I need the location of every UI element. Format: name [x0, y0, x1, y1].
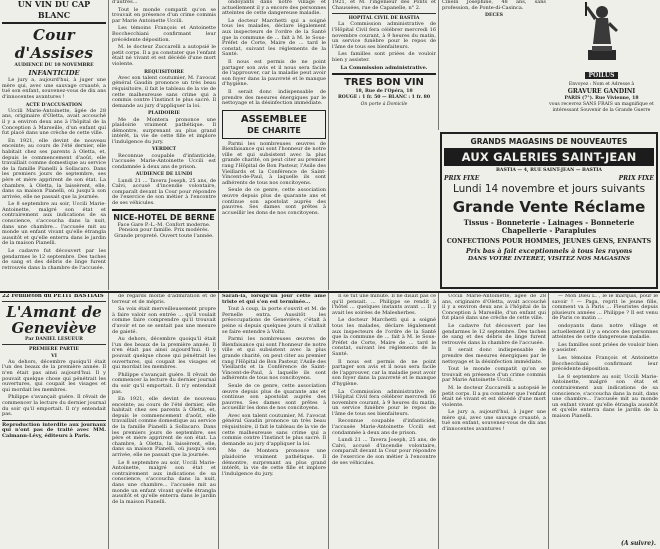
article-paragraph: 1921, et M. l'ingénieur des Ponts et Chaussées, rue de Capanelle, n° 2. [332, 0, 436, 11]
poilus-gravure: GRAVURE GANDINI [567, 88, 636, 96]
article-paragraph: En 1921, elle devint de nouveau enceinte; au cours de l'été dernier, elle habitait chez ses parents à Oletta, et, depuis le commencement d'août, elle travaillait comme domestique au service de la famille Pianelli à Sollacaro. Dans les premiers jours de septembre, ses père et mère apprirent de son état. La chambre, à Oletta, la laissèrent, elle, dans sa maison Pianelli, où jusqu'à son arrivée, elle ne passait que la journée. [2, 137, 106, 200]
article-paragraph: La Commission administrative de l'Hôpital Civil fera célébrer mercredi 16 novembre courant, à 9 heures du matin, un service funèbre pour le repos de l'âme de tous ses bienfaiteurs. [332, 21, 436, 50]
feuilleton-paragraph: Tout à coup, la porte s'ouvrit et M. de Pernelle entra. Aussitôt les préoccupations de Geneviève, c'était à peine si depuis quelques jours il n'allait se faire entendre à Voltz. [222, 306, 326, 335]
feuilleton-text-5 [442, 294, 546, 549]
hopital-heading: HOPITAL CIVIL DE BASTIA [348, 16, 420, 22]
divider [2, 344, 106, 345]
bon-vin-prices: ROUGE : 1 fr. 50 — BLANC : 1 fr. 80 [337, 95, 431, 101]
ad-prix-row [444, 175, 654, 182]
feuilleton-paragraph: Au dehors, décembre quoiqu'il était l'un des beaux de la première année. Il n'en était pas ainsi aujourd'hui. Il y pouvait quelque chose qui pénétrait les ouvertures, qui coupait les visages et qui mordait les membres. [112, 336, 216, 371]
ad-date: Lundi 14 novembre et jours suivants [452, 183, 646, 196]
article-paragraph: Tout le monde compatit qu'on se trouvait en présence d'un crime commis par Marie Antoinette Uccili. [112, 6, 216, 24]
feuilleton-paragraph: Le 8 septembre au soir, Uccili Marie-Antoinette, malgré son état et contrairement aux indications de sa conscience, s'accoucha dans la nuit, dans une chambre... l'accusée mit au monde un enfant vivant qu'elle étrangla aussitôt et qu'elle enterra dans le jardin de la maison Pianelli. [112, 459, 216, 505]
divider [112, 209, 216, 211]
ad-name-banner [444, 148, 654, 166]
feuilleton-paragraph: Le cadavre fut découvert par les gendarmes le 12 septembre. Des taches de sang et des débris de linge furent retrouvés dans la chambre de l'accusée. [442, 322, 546, 346]
column-rule [108, 292, 109, 549]
feuilleton-footer: Reproduction interdite aux journaux qui n'ont pas de traité avec MM. Calmann-Lévy, éditeurs à Paris. [2, 421, 106, 439]
feuilleton-paragraph: ondoyants dans notre village et actuellement il y a encore des personnes atteintes de cette dangereuse maladie. [552, 322, 658, 341]
ad-tagline-2: DANS VOTRE INTERET, VISITEZ NOS MAGASINS [467, 256, 631, 263]
feuilleton-column [2, 294, 106, 549]
article-paragraph: d'autres... [112, 0, 138, 5]
column-1 [2, 0, 106, 290]
feuilleton-paragraph: Avec son talent coutumier, M. l'avocat général Gaudin prononce un très beau réquisitoire, il fait le tableau de la vie de cette malheureuse sans crime qui a commis contre l'instinct le plus sacré. Il demande au jury d'appliquer la loi. [222, 412, 326, 447]
column-rule [438, 292, 439, 549]
column-rule [218, 0, 219, 290]
feuilleton-text-6 [552, 294, 658, 549]
feuilleton-paragraph: Uccili Marie-Antoinette, âgée de 28 ans, originaire d'Oletta, avait accouché il y a environ deux ans à l'hôpital de la Conception à Marseille, d'un enfant qui fut placé dans une crèche de cette ville. [442, 294, 546, 322]
article-paragraph: Lundi 21 ... Tavera Joseph, 25 ans, de Calvi, accusé d'incendie volontaire, comparaît devant la Cour pour répondre de l'exercice de son métier à l'encontre de ses véhicules. [112, 177, 216, 207]
divider [2, 22, 106, 24]
feuilleton-part: PREMIERE PARTIE [29, 347, 79, 353]
article-paragraph: M. le docteur Zuccarelli a autopsié le petit corps. Il a pu constater que l'enfant était né vivant et est décédé d'une mort violente. [112, 44, 216, 67]
feuilleton-chapter: VI [51, 353, 57, 359]
feuilleton-paragraph: Parmi les nombreuses œuvres de Bienfaisance qui sont l'honneur de notre ville et qui subsistent avec la plus grande charité, on peut citer au premier rang l'Hôpital de Bon Pasteur, l'Asile des Vieillards et la Conférence de Saint-Vincent-de-Paul, à laquelle ils sont adhérents de tous nos concitoyens. [222, 336, 326, 382]
poilus-envoyez: Envoyez : Nom et Adresse à [568, 82, 635, 87]
ad-tagline-1: Prix bas à fait exceptionnels à tous les rayons [465, 247, 633, 256]
feuilleton-author: Par DANIEL LESUEUR [25, 337, 83, 343]
feuilleton-text-2 [112, 294, 216, 549]
feuilleton-text-4 [332, 294, 436, 549]
hotel-ad-title: NICE-HOTEL DE BERNE [113, 212, 215, 222]
bon-vin-address: 18, Rue de l'Opéra, 18 [355, 89, 413, 95]
article-paragraph: Il nous est permis de ne point partager son avis et il nous sera facile de l'approuver, car la maladie peut avoir son foyer dans la pauvreté et le manque d'hygiène. [222, 58, 326, 88]
feuilleton-paragraph: Seule de ce genre, cette association œuvre depuis plus de quarante ans et continue son apostolat auprès des pauvres. Ses dames sont prêtes à accueillir les dons de nos concitoyens. [222, 382, 326, 412]
divider [332, 73, 436, 75]
feuilleton-paragraph: Sarah-la, lorsqu'un jour cette âme triste et qui s'en est terminée... [222, 294, 326, 305]
ad-address: BASTIA — 4, RUE SAINT-JEAN — BASTIA [496, 168, 602, 173]
article-paragraph: Avec son talent coutumier, M. l'avocat général Gaudin prononce un très beau réquisitoire, il fait le tableau de la vie de cette malheureuse sans crime qui a commis contre l'instinct le plus sacré. Il demande au jury d'appliquer la loi. [112, 74, 216, 109]
infanticide-heading: INFANTICIDE [28, 69, 80, 78]
article-paragraph: Cinelli Joséphine, 48 ans, sans profession, de Ponte-di-Casinca. [442, 0, 546, 11]
feuilleton-paragraph: Lundi 21 ... Tavera Joseph, 25 ans, de Calvi, accusé d'incendie volontaire, comparaît devant la Cour pour répondre de l'exercice de son métier à l'encontre de ses véhicules. [332, 437, 436, 466]
column-rule [328, 0, 329, 290]
column-3 [222, 0, 326, 290]
article-paragraph: Uccili Marie-Antoinette, âgée de 28 ans, originaire d'Oletta, avait accouché il y a environ deux ans à l'hôpital de la Conception à Marseille, d'un enfant qui fut placé dans une crèche de cette ville. [2, 107, 106, 137]
poilus-ad [547, 0, 656, 128]
feuilleton-paragraph: Il nous est permis de ne point partager son avis et il nous sera facile de l'approuver, car la maladie peut avoir son foyer dans la pauvreté et le manque d'hygiène. [332, 358, 436, 387]
page-separator [0, 291, 660, 293]
feuilleton-paragraph: Au dehors, décembre quoiqu'il était l'un des beaux de la première année. Il n'en était pas ainsi aujourd'hui. Il y pouvait quelque chose qui pénétrait les ouvertures, qui coupait les visages et qui mordait les membres. [2, 358, 106, 393]
audience-heading: AUDIENCE DU 10 NOVEMBRE [14, 63, 94, 68]
feuilleton-paragraph: Les témoins François et Antoinette Bocchecchiani confirmant leur précédente déposition. [552, 354, 658, 373]
column-4 [332, 0, 436, 130]
ad-confection: CONFECTIONS POUR HOMMES, JEUNES GENS, ENFANTS [446, 238, 652, 246]
wine-ad-sub: BLANC [37, 10, 71, 20]
poilus-paris: PARIS (7°). Rue Vivienne, 18 [564, 96, 639, 102]
feuilleton-paragraph: Le jury a, aujourd'hui, à juger une mère qui, avec une sauvage cruauté, a tué son enfant, souvenez-vous de dix ans d'innocentes avantures ! [442, 409, 546, 433]
feuilleton-paragraph: M. le docteur Zuccarelli a autopsié le petit corps. Il a pu constater que l'enfant était né vivant et est décédé d'une mort violente. [442, 384, 546, 408]
article-paragraph: Il serait donc indispensable de prendre des mesures énergiques par le nettoyage et la désinfection immédiate. [222, 88, 326, 107]
article-paragraph: Le 8 septembre au soir, Uccili Marie-Antoinette, malgré son état et contrairement aux indications de sa conscience, s'accoucha dans la nuit, dans une chambre... l'accusée mit au monde un enfant vivant qu'elle étrangla aussitôt et qu'elle enterra dans le jardin de la maison Pianelli. [2, 201, 106, 247]
ad-prix-fixe-right: PRIX FIXE [618, 175, 654, 183]
article-paragraph: Seule de ce genre, cette association œuvre depuis plus de quarante ans et continue son apostolat auprès des pauvres. Ses dames sont prêtes à accueillir les dons de nos concitoyens. [222, 187, 326, 216]
acte-heading: ACTE D'ACCUSATION [25, 102, 83, 108]
feuilleton-paragraph: Il serait donc indispensable de prendre des mesures énergiques par le nettoyage et la désinfection immédiate. [442, 347, 546, 365]
column-2 [112, 0, 216, 290]
column-rule [548, 292, 549, 549]
ad-lines: Tissus - Bonneterie - Lainages - Bonneterie Chapellerie - Parapluies [463, 218, 635, 236]
column-rule [328, 292, 329, 549]
assemblee-title: ASSEMBLEE [240, 113, 308, 125]
article-paragraph: Les familles sont priées de vouloir bien y assister. [332, 51, 436, 63]
ad-store-name: AUX GALERIES SAINT-JEAN [461, 150, 637, 164]
requisitoire-heading: REQUISITOIRE [144, 69, 184, 75]
feuilleton-paragraph: La Commission administrative de l'Hôpital Civil fera célébrer mercredi 16 novembre courant, à 9 heures du matin, un service funèbre pour le repos de l'âme de tous ses bienfaiteurs. [332, 388, 436, 417]
soldier-statue-icon [582, 0, 622, 62]
feuilleton-number: 22 Feuilleton du PETIT BASTIAIS [2, 294, 104, 299]
bon-vin-title: TRES BON VIN [344, 77, 424, 89]
article-paragraph: Me de Montera prononce une plaidoirie vraiment pathétique. Il démontre, surprenant au plus grand intérêt, la vie de cette fille et implore l'indulgence du jury. [112, 116, 216, 145]
feuilleton-paragraph: Philippe s'avançait guère. Il rêvait de commencer la lecture du dernier journal du soir qu'il emportait. Il n'y entendait pas. [112, 371, 216, 395]
feuilleton-paragraph: Philippe s'avançait guère. Il rêvait de commencer la lecture du dernier journal du soir qu'il emportait. Il n'y entendait pas. [2, 394, 106, 418]
signature: La Commission administrative. [340, 64, 428, 71]
galeries-ad [440, 132, 658, 289]
feuilleton-paragraph: Les familles sont priées de vouloir bien y assister. [552, 341, 658, 354]
article-paragraph: Reconnue coupable d'infanticide, l'accusée Marie-Antoinette Uccili est condamnée à deux ans de prison. [112, 152, 216, 170]
feuilleton-paragraph: En 1921, elle devint de nouveau enceinte; au cours de l'été dernier, elle habitait chez ses parents à Oletta, et, depuis le commencement d'août, elle travaillait comme domestique au service de la famille Pianelli à Sollacaro. Dans les premiers jours de septembre, ses père et mère apprirent de son état. La chambre, à Oletta, la laissèrent, elle, dans sa maison Pianelli, où jusqu'à son arrivée, elle ne passait que la journée. [112, 396, 216, 459]
feuilleton-paragraph: Tout le monde compatit qu'on se trouvait en présence d'un crime commis par Marie Antoinette Uccili. [442, 366, 546, 384]
feuilleton-paragraph: Le docteur Marchetti qui a soigné tous les malades, déclare légalement aux inspecteurs de l'ordre de la Santé que la commune de ... fait à M. le Sous-Préfet de Corte, Maire de ... tard le constat, suivant les réglements de la Santé. [332, 317, 436, 357]
column-rule [108, 0, 109, 290]
article-paragraph: ondoyants dans notre village et actuellement il y a encore des personnes atteintes de cette dangereuse maladie. [222, 0, 326, 17]
article-paragraph: Le docteur Marchetti qui a soigné tous les malades, déclare légalement aux inspecteurs de l'ordre de la Santé que la commune de ... fait à M. le Sous-Préfet de Corte, Maire de ... tard le constat, suivant les réglements de la Santé. [222, 17, 326, 58]
divider [2, 420, 106, 421]
poilus-recevrez: vous recevrez SANS FRAIS un magnifique et intéressant Souvenir de la Grande Guerre [549, 102, 654, 113]
column-5 [442, 0, 658, 130]
feuilleton-paragraph: Reconnue coupable d'infanticide, l'accusée Marie-Antoinette Uccili est condamnée à deux ans de prison. [332, 418, 436, 436]
a-suivre: (A suivre). [621, 540, 656, 547]
assemblee-sub: DE CHARITE [247, 125, 301, 135]
hotel-ad-text: Face Gare P.-L.-M. Confort moderne. Pension pour famille. Prix modérés. Grande propreté. Ouvert toute l'année. [114, 221, 214, 239]
article-paragraph: Le cadavre fut découvert par les gendarmes le 12 septembre. Des taches de sang et des débris de linge furent retrouvés dans la chambre de l'accusée. [2, 248, 106, 271]
feuilleton-paragraph: Me de Montera prononce une plaidoirie vraiment pathétique. Il démontre, surprenant au plus grand intérêt, la vie de cette fille et implore l'indulgence du jury. [222, 448, 326, 477]
column-rule [438, 0, 439, 130]
ad-header: GRANDS MAGASINS DE NOUVEAUTES [470, 137, 628, 146]
wine-ad-title: UN VIN DU CAP [17, 0, 91, 9]
feuilleton-paragraph: Le 8 septembre au soir, Uccili Marie-Antoinette, malgré son état et contrairement aux indications de sa conscience, s'accoucha dans la nuit, dans une chambre... l'accusée mit au monde un enfant vivant qu'elle étrangla aussitôt et qu'elle enterra dans le jardin de la maison Pianelli. [552, 373, 658, 419]
feuilleton-paragraph: Il se tut une minute. Il ne disait pas ce qu'il pensait. ... Philippe se rendit à l'hôtel ... quelques instants avant ... Il y avait les soirées de Malesherbes. [332, 294, 436, 316]
bon-vin-delivery: On porte à Domicile [360, 101, 408, 107]
ad-sale: Grande Vente Réclame [452, 198, 646, 217]
article-paragraph: Parmi les nombreuses œuvres de Bienfaisance qui sont l'honneur de notre ville et qui subsistent avec la plus grande charité, on peut citer au premier rang l'Hôpital de Bon Pasteur, l'Asile des Vieillards et la Conférence de Saint-Vincent-de-Paul, à laquelle ils sont adhérents de tous nos concitoyens. [222, 140, 326, 186]
ad-prix-fixe-left: PRIX FIXE [444, 175, 480, 183]
assemblee-heading-box [222, 110, 326, 139]
divider [2, 301, 106, 302]
feuilleton-paragraph: de regards moitié d'admiration et de terreur et de mépris. [112, 294, 216, 305]
feuilleton-paragraph: Sa voix était merveilleusement propre à faire valoir son entrée ... qu'il voulait comme faire comprendre qu'il trouvait d'avoir et ne se sentait pas une mesure de gaieté. [112, 306, 216, 335]
section-title-cour: Cour d'Assises [14, 26, 94, 62]
article-paragraph: Les témoins François et Antoinette Bocchecchiani confirmant leur précédente déposition. [112, 25, 216, 43]
column-rule [218, 292, 219, 549]
feuilleton-paragraph: — Mon Dieu L. , le le marquis, pour le savoir ! — Paga, reprit le jeune fille, comment va à Paris ... Fleuristes depuis plusieurs années ... Philippe ? Il est venu de Paris ce matin ... [552, 294, 658, 322]
article-paragraph: Le jury a, aujourd'hui, à juger une mère qui, avec une sauvage cruauté, a tué son enfant, souvenez-vous de dix ans d'innocentes avantures ! [2, 77, 106, 100]
feuilleton-title: L'Amant de Geneviève [6, 303, 102, 338]
audience-lundi-heading: AUDIENCE DE LUNDI [135, 172, 193, 178]
poilus-label: POILUS [585, 72, 617, 79]
feuilleton-text-3 [222, 294, 326, 549]
verdict-heading: VERDICT [151, 147, 177, 153]
divider [332, 13, 436, 14]
deces-heading: DECES [485, 13, 503, 19]
plaidoirie-heading: PLAIDOIRIE [148, 111, 180, 117]
